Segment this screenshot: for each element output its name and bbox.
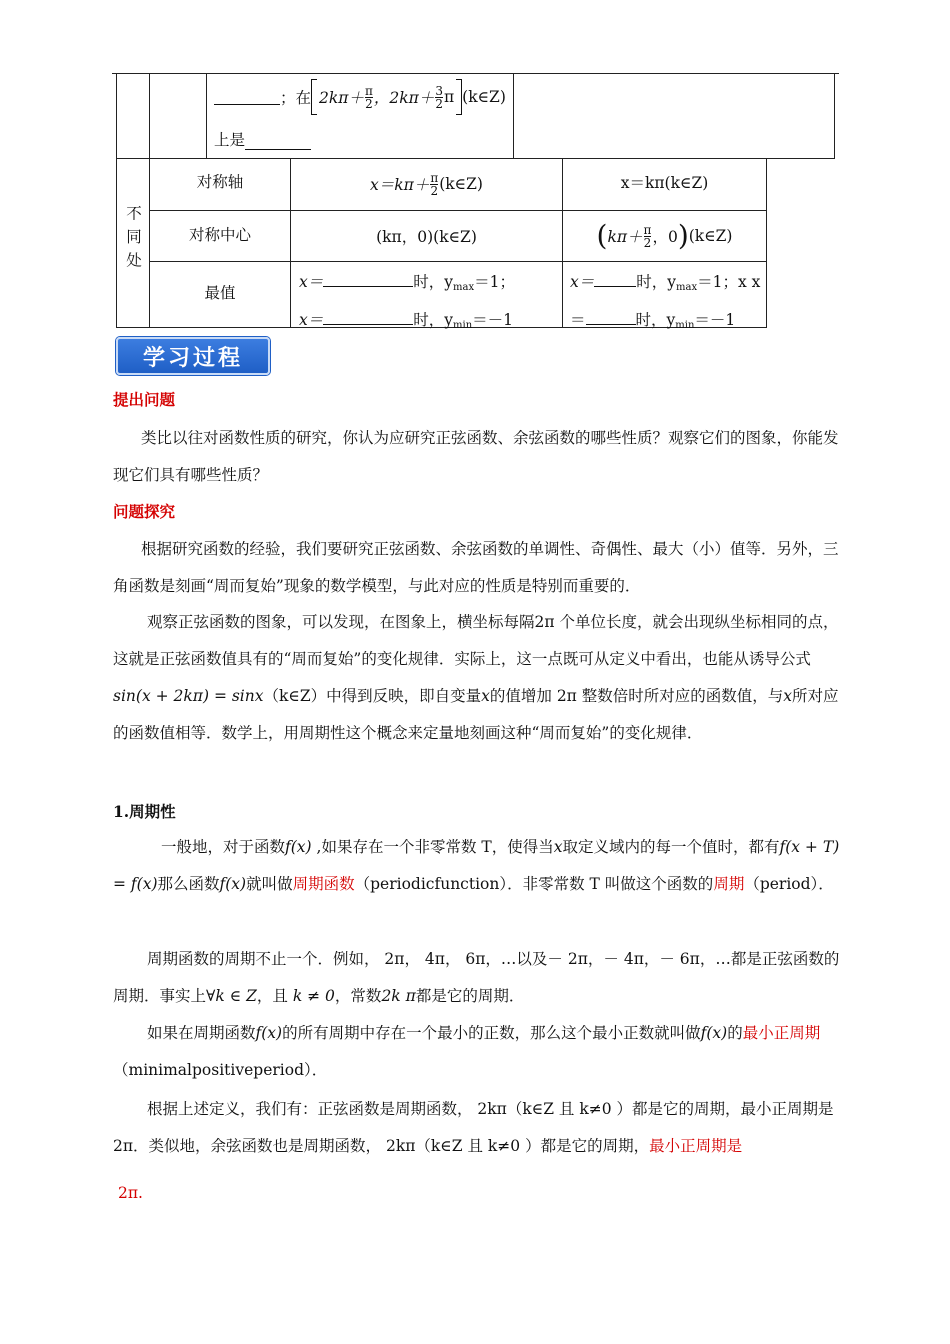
- cos-extremum-cell: x＝ 时，$y_{max}=1$；x x ＝ 时，$y_{min}=-1$: [570, 273, 761, 331]
- highlighted-conclusion: 最小正周期是: [649, 1137, 743, 1155]
- section-banner: 学习过程: [116, 337, 270, 375]
- answer-blank: [245, 135, 311, 150]
- interval-term: 2kπ＋: [319, 89, 364, 107]
- paragraph: 类比以往对函数性质的研究，你认为应研究正弦函数、余弦函数的哪些性质？观察它们的图象，你能发现它们具有哪些性质？: [113, 429, 839, 484]
- row-label-center: 对称中心: [188, 226, 251, 244]
- row-label-extremum: 最值: [204, 284, 236, 302]
- subsection-title: 1.周期性: [113, 802, 176, 821]
- fraction: $\frac{\pi}{2}$: [643, 222, 652, 250]
- section-title: 问题探究: [113, 502, 176, 521]
- sin-center-cell: (kπ，0)(k∈Z): [376, 228, 477, 246]
- paragraph: 根据研究函数的经验，我们要研究正弦函数、余弦函数的单调性、奇偶性、最大（小）值等．另外，三角函数是刻画“周而复始”现象的数学模型，与此对应的性质是特别而重要的．: [113, 540, 839, 595]
- table-rule: [513, 74, 514, 158]
- sin-extremum-cell: x＝ 时，$y_{max}=1$； x＝ 时，$y_{min}=-1$: [299, 273, 515, 331]
- cell-line-2: 上是: [214, 128, 311, 150]
- group-label: 不同处: [124, 204, 142, 276]
- fraction: $\frac{3}{2}$: [435, 83, 443, 111]
- table-top-border: [112, 73, 839, 74]
- term-minimal-positive-period: 最小正周期: [742, 1024, 821, 1042]
- row-label-axis: 对称轴: [196, 173, 244, 191]
- paragraph: 周期函数的周期不止一个．例如， 2π， 4π， 6π，…以及－ 2π，－ 4π，－ 6π，…都是正弦函数的周期．事实上∀k ∈ Z，且 k ≠ 0，常数2k π都是它的周期．: [113, 950, 840, 1005]
- cos-center-cell: ( kπ＋ $\frac{\pi}{2}$ ，0 ) (k∈Z): [596, 219, 733, 252]
- paragraph: 观察正弦函数的图象，可以发现，在图象上，横坐标每隔2π 个单位长度，就会出现纵坐标相同的点，这就是正弦函数值具有的“周而复始”的变化规律．实际上，这一点既可从定义中看出，也能从诱导公式sin(x + 2kπ) = sinx（k∈Z）中得到反映，即自变量x的值增加 2π 整数倍时所对应的函数值，与x所对应的函数值相等．数学上，用周期性这个概念来定量地刻画这种“周而复始”的变化规律．: [113, 613, 839, 742]
- paragraph: 一般地，对于函数f(x) ,如果存在一个非零常数 T，使得当x取定义域内的每一个值时，都有f(x + T) = f(x)那么函数f(x)就叫做周期函数（periodicfunction）．非零常数 T 叫做这个函数的周期（period）．: [113, 838, 840, 893]
- table-rule: [766, 158, 767, 328]
- bracket-left: [311, 79, 317, 115]
- interval-term: ，2kπ＋: [373, 89, 435, 107]
- paragraph: 根据上述定义，我们有：正弦函数是周期函数， 2kπ（k∈Z 且 k≠0 ）都是它的周期，最小正周期是 2π．类似地，余弦函数也是周期函数， 2kπ（k∈Z 且 k≠0 ）都是它的周期，最小正周期是: [113, 1100, 834, 1155]
- monotonic-interval-cell: [214, 80, 510, 114]
- table-rule: [834, 74, 835, 158]
- section-title: 提出问题: [113, 390, 176, 409]
- cell-text: ；在: [280, 89, 312, 107]
- paragraph: 如果在周期函数f(x)的所有周期中存在一个最小的正数，那么这个最小正数就叫做f(x)的最小正周期（minimalpositiveperiod）．: [113, 1024, 821, 1079]
- fraction: $\frac{\pi}{2}$: [430, 170, 439, 198]
- pi-symbol: π: [443, 88, 455, 106]
- fraction: $\frac{\pi}{2}$: [364, 83, 373, 111]
- answer-blank: [214, 90, 280, 105]
- sin-axis-cell: x＝kπ＋ $\frac{\pi}{2}$ (k∈Z): [370, 170, 483, 198]
- cos-axis-cell: x＝kπ(k∈Z): [620, 174, 709, 192]
- highlighted-conclusion-value: 2π.: [118, 1184, 143, 1202]
- term-periodic-function: 周期函数: [292, 875, 355, 893]
- term-period: 周期: [713, 875, 745, 893]
- domain-note: (k∈Z): [462, 88, 506, 106]
- table-rule: [206, 74, 207, 158]
